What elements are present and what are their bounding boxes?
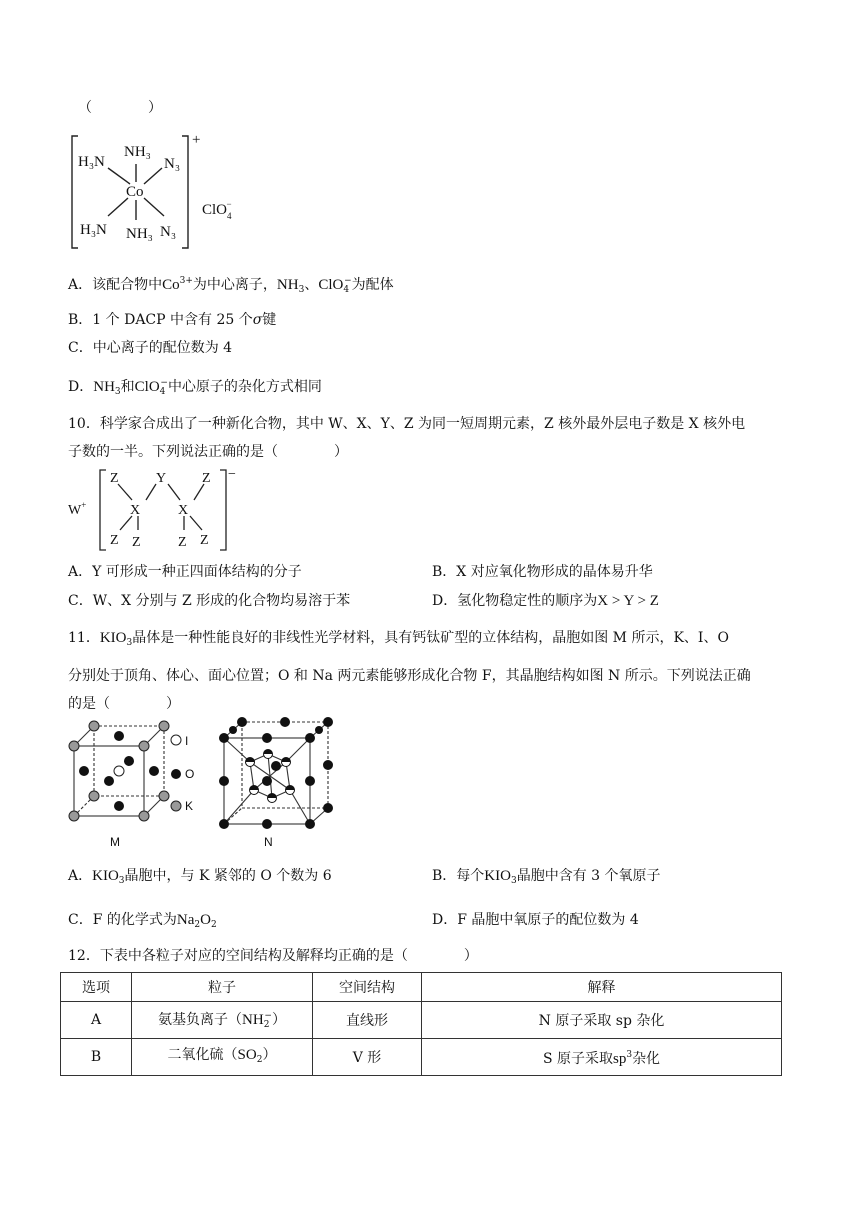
table-row <box>61 1039 782 1076</box>
row-b-explanation: S 原子采取$sp^3$杂化 <box>422 1039 782 1076</box>
q9-option-d: D．$NH_3$和ClO$_4$−中心原子的杂化方式相同 <box>68 378 322 397</box>
crystal-legend <box>168 732 202 814</box>
atom-x1: X <box>130 503 141 518</box>
row-a-option: A <box>61 1002 132 1039</box>
row-b-shape: V 形 <box>313 1039 422 1076</box>
table-header-row <box>61 973 782 1002</box>
q10-option-c: C．W、X 分别与 Z 形成的化合物均易溶于苯 <box>68 593 351 609</box>
q9-option-a: A．该配合物中$Co^{3+}$为中心离子，$NH_3$、ClO$_4$−为配体 <box>68 276 394 295</box>
header-option: 选项 <box>61 973 132 1002</box>
q10-option-a: A．Y 可形成一种正四面体结构的分子 <box>68 564 302 580</box>
row-a-particle: 氨基负离子$(NH_2^-)$ <box>132 1002 313 1039</box>
q12-stem: 12．下表中各粒子对应的空间结构及解释均正确的是（ ） <box>68 948 478 964</box>
label-m: M <box>110 835 120 849</box>
atom-z4: Z <box>132 535 141 550</box>
row-a-explanation: N 原子采取 sp 杂化 <box>422 1002 782 1039</box>
atom-z1: Z <box>110 471 119 486</box>
legend-i: I <box>185 734 189 748</box>
row-b-option: B <box>61 1039 132 1076</box>
q11-stem-line3: 的是（ ） <box>68 696 180 712</box>
q11-option-b: B．每个$KIO_3$晶胞中含有 3 个氧原子 <box>432 868 661 886</box>
table-row <box>61 1002 782 1039</box>
legend-k: K <box>185 799 194 813</box>
q11-stem-line1: 11．$KIO_3$晶体是一种性能良好的非线性光学材料，具有钙钛矿型的立体结构，晶胞如图 M 所示，K、I、O <box>68 630 729 648</box>
q10-structure-figure <box>64 466 244 556</box>
ligand-top-left: H₃N <box>78 154 105 170</box>
header-particle: 粒子 <box>132 973 313 1002</box>
legend-o: O <box>185 767 195 781</box>
q9-option-b: B．1 个 DACP 中含有 25 个σ键 <box>68 312 277 328</box>
label-n: N <box>264 835 273 849</box>
header-explanation: 解释 <box>422 973 782 1002</box>
central-atom: Co <box>126 184 144 200</box>
atom-z3: Z <box>110 533 119 548</box>
complex-charge: + <box>192 132 201 148</box>
q10-option-b: B．X 对应氧化物形成的晶体易升华 <box>432 564 653 580</box>
counter-ion: ClO$_4$− <box>202 199 232 221</box>
ligand-bottom-left: H₃N <box>80 222 107 238</box>
header-shape: 空间结构 <box>313 973 422 1002</box>
atom-z6: Z <box>200 533 209 548</box>
ligand-bottom: NH₃ <box>126 226 153 242</box>
row-a-shape: 直线形 <box>313 1002 422 1039</box>
row-b-particle: 二氧化硫$(SO_2)$ <box>132 1039 313 1076</box>
q12-table <box>60 972 782 1076</box>
q11-option-c: C．F 的化学式为$Na_2O_2$ <box>68 912 217 930</box>
q10-option-d: D．氢化物稳定性的顺序为X > Y > Z <box>432 593 659 609</box>
atom-y: Y <box>156 471 167 486</box>
q9-option-c: C．中心离子的配位数为 4 <box>68 340 233 356</box>
q10-stem-line1: 10．科学家合成出了一种新化合物，其中 W、X、Y、Z 为同一短周期元素，Z 核外最外层电子数是 X 核外电 <box>68 416 746 432</box>
anion-charge: − <box>228 467 236 482</box>
q9-complex-figure <box>64 128 254 256</box>
ligand-top-right: N₃ <box>164 156 181 172</box>
atom-z5: Z <box>178 535 187 550</box>
q11-option-d: D．F 晶胞中氧原子的配位数为 4 <box>432 912 639 928</box>
q9-stem-tail: （ ） <box>78 100 162 116</box>
ligand-top: NH₃ <box>124 144 151 160</box>
atom-z2: Z <box>202 471 211 486</box>
ligand-bottom-right: N₃ <box>160 224 177 240</box>
q10-stem-line2: 子数的一半。下列说法正确的是（ ） <box>68 444 348 460</box>
atom-x2: X <box>178 503 189 518</box>
cation-w: W+ <box>68 500 87 518</box>
q11-option-a: A．$KIO_3$晶胞中，与 K 紧邻的 O 个数为 6 <box>68 868 332 886</box>
crystal-cell-n <box>214 714 338 850</box>
q11-stem-line2: 分别处于顶角、体心、面心位置；O 和 Na 两元素能够形成化合物 F，其晶胞结构如图 N 所示。下列说法正确 <box>68 668 751 684</box>
